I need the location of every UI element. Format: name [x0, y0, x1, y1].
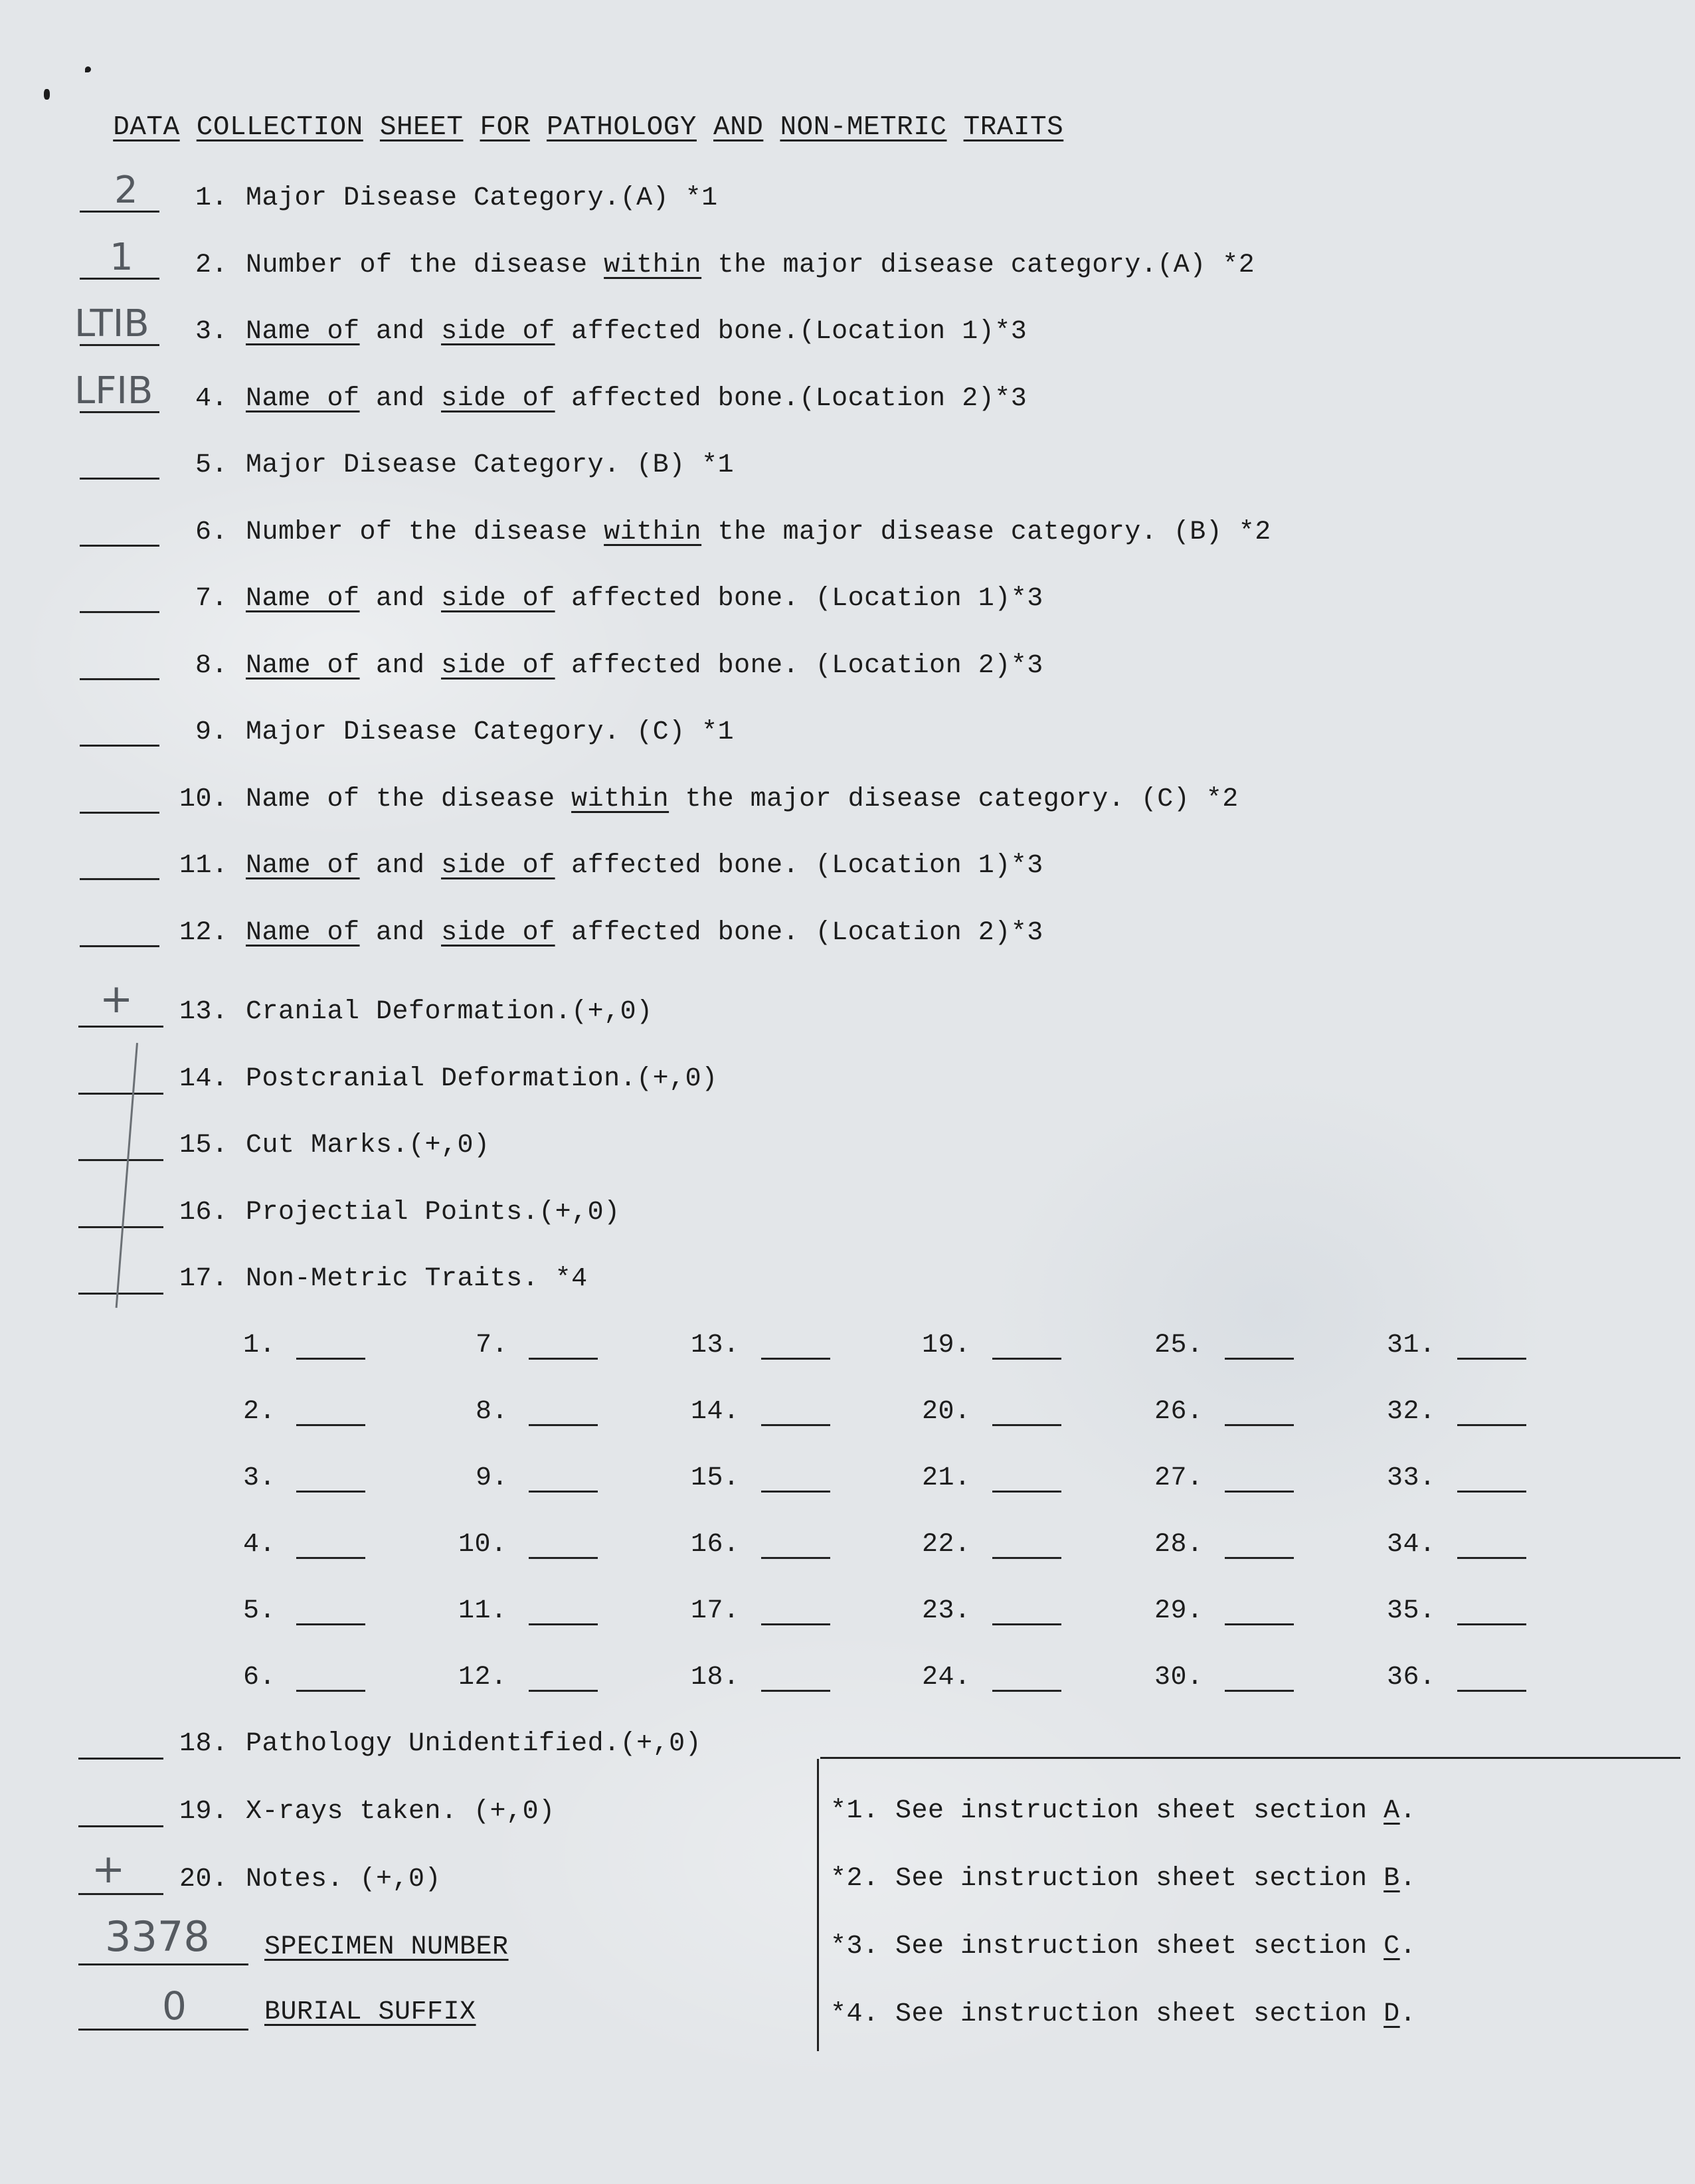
answer-blank[interactable]	[80, 545, 159, 547]
underlined-term: Name of	[246, 851, 360, 881]
stray-mark	[85, 66, 91, 72]
trait-number: 17.	[691, 1596, 740, 1626]
trait-number: 3.	[243, 1463, 276, 1493]
burial-suffix-label: BURIAL SUFFIX	[264, 1997, 476, 2027]
trait-number: 22.	[922, 1530, 971, 1560]
label-text: and	[359, 317, 442, 347]
trait-answer-blank[interactable]	[529, 1557, 598, 1559]
trait-number: 27.	[1154, 1463, 1204, 1493]
item-label	[246, 717, 734, 749]
trait-answer-blank[interactable]	[1457, 1557, 1526, 1559]
title-word: FOR	[480, 112, 530, 143]
label-text: Number of the disease	[246, 250, 604, 280]
trait-number: 31.	[1387, 1330, 1436, 1360]
specimen-number-label: SPECIMEN NUMBER	[264, 1932, 509, 1962]
underlined-term: side of	[441, 917, 555, 948]
item-label	[246, 183, 718, 215]
answer-blank[interactable]	[80, 878, 159, 880]
trait-answer-blank[interactable]	[761, 1491, 830, 1493]
trait-answer-blank[interactable]	[761, 1358, 830, 1360]
item-label	[246, 650, 1043, 682]
trait-number: 15.	[691, 1463, 740, 1493]
footnote-suffix: .	[1399, 1796, 1417, 1826]
answer-blank[interactable]	[78, 1293, 163, 1295]
label-text: affected bone.(Location 1)*3	[555, 317, 1027, 347]
burial-suffix-blank[interactable]	[78, 2029, 248, 2031]
item-number: 12.	[179, 917, 228, 948]
label-text: affected bone.(Location 2)*3	[555, 383, 1027, 414]
answer-blank[interactable]	[78, 1093, 163, 1095]
answer-blank[interactable]	[78, 1893, 163, 1895]
trait-answer-blank[interactable]	[1225, 1690, 1294, 1692]
trait-answer-blank[interactable]	[296, 1491, 365, 1493]
underlined-term: within	[604, 517, 702, 547]
underlined-term: within	[604, 250, 702, 280]
stray-mark	[44, 89, 50, 100]
item-label	[246, 250, 1255, 282]
title-word: NON-METRIC	[780, 112, 947, 143]
trait-answer-blank[interactable]	[761, 1623, 830, 1625]
trait-answer-blank[interactable]	[529, 1491, 598, 1493]
title-word: COLLECTION	[196, 112, 363, 143]
item-number: 19.	[179, 1797, 228, 1827]
trait-answer-blank[interactable]	[992, 1491, 1061, 1493]
underlined-term: side of	[441, 317, 555, 347]
trait-number: 24.	[922, 1663, 971, 1692]
trait-answer-blank[interactable]	[1457, 1690, 1526, 1692]
item-number: 2.	[195, 250, 228, 280]
title-word: DATA	[113, 112, 180, 143]
trait-number: 8.	[476, 1397, 509, 1427]
label-text: and	[359, 584, 442, 614]
underlined-term: side of	[441, 650, 555, 681]
answer-blank[interactable]	[78, 1159, 163, 1161]
trait-answer-blank[interactable]	[1457, 1491, 1526, 1493]
footnote	[830, 1931, 1416, 1963]
item-number: 15.	[179, 1131, 228, 1160]
trait-answer-blank[interactable]	[1225, 1424, 1294, 1426]
item-number: 18.	[179, 1729, 228, 1759]
trait-answer-blank[interactable]	[529, 1424, 598, 1426]
trait-number: 13.	[691, 1330, 740, 1360]
label-text: and	[359, 917, 442, 948]
label-text: affected bone. (Location 1)*3	[555, 851, 1043, 881]
trait-answer-blank[interactable]	[296, 1690, 365, 1692]
item-label	[246, 450, 734, 482]
trait-number: 7.	[476, 1330, 509, 1360]
trait-number: 29.	[1154, 1596, 1204, 1626]
answer-blank[interactable]	[78, 1825, 163, 1827]
label-text: Major Disease Category.(A) *1	[246, 183, 718, 213]
underlined-term: Name of	[246, 317, 360, 347]
trait-answer-blank[interactable]	[1225, 1358, 1294, 1360]
label-text: the major disease category. (C) *2	[669, 784, 1239, 814]
answer-blank[interactable]	[78, 1026, 163, 1028]
underlined-term: side of	[441, 584, 555, 614]
item-label	[246, 784, 1239, 816]
trait-answer-blank[interactable]	[296, 1557, 365, 1559]
trait-number: 25.	[1154, 1330, 1204, 1360]
trait-number: 32.	[1387, 1397, 1436, 1427]
trait-answer-blank[interactable]	[1457, 1623, 1526, 1625]
item-number: 6.	[195, 517, 228, 547]
handwritten-answer: +	[100, 976, 134, 1022]
trait-answer-blank[interactable]	[1457, 1424, 1526, 1426]
item-number: 3.	[195, 317, 228, 347]
item-label: Pathology Unidentified.(+,0)	[246, 1729, 702, 1759]
answer-blank[interactable]	[80, 812, 159, 814]
item-number: 9.	[195, 717, 228, 747]
trait-answer-blank[interactable]	[992, 1358, 1061, 1360]
trait-number: 35.	[1387, 1596, 1436, 1626]
item-number: 10.	[179, 784, 228, 814]
footnote-text: *2. See instruction sheet section	[830, 1864, 1384, 1894]
item-label: Notes. (+,0)	[246, 1865, 442, 1894]
title-word: SHEET	[379, 112, 464, 143]
label-text: Major Disease Category. (B) *1	[246, 450, 735, 480]
trait-answer-blank[interactable]	[761, 1690, 830, 1692]
title-word: PATHOLOGY	[546, 112, 697, 143]
item-label: Projectial Points.(+,0)	[246, 1197, 620, 1228]
footnote	[830, 1999, 1416, 2031]
trait-number: 20.	[922, 1397, 971, 1427]
label-text: Major Disease Category. (C) *1	[246, 717, 735, 747]
title-word: TRAITS	[963, 112, 1064, 143]
trait-number: 33.	[1387, 1463, 1436, 1493]
footnote-section: B	[1383, 1864, 1400, 1894]
trait-answer-blank[interactable]	[992, 1557, 1061, 1559]
title-word: AND	[713, 112, 764, 143]
item-label	[246, 383, 1027, 415]
footnote-section: D	[1383, 1999, 1400, 2029]
underlined-term: side of	[441, 383, 555, 414]
trait-answer-blank[interactable]	[761, 1557, 830, 1559]
label-text: and	[359, 383, 442, 414]
trait-number: 6.	[243, 1663, 276, 1692]
item-number: 11.	[179, 851, 228, 881]
footnote-section: C	[1383, 1932, 1400, 1961]
answer-blank[interactable]	[80, 478, 159, 480]
footnote	[830, 1795, 1416, 1827]
underlined-term: Name of	[246, 584, 360, 614]
item-number: 7.	[195, 584, 228, 614]
item-label: Cut Marks.(+,0)	[246, 1131, 490, 1160]
answer-blank[interactable]	[80, 678, 159, 680]
label-text: the major disease category. (B) *2	[701, 517, 1271, 547]
item-label	[246, 517, 1271, 549]
footnote-text: *4. See instruction sheet section	[830, 1999, 1384, 2029]
trait-answer-blank[interactable]	[296, 1623, 365, 1625]
specimen-number-blank[interactable]	[78, 1963, 248, 1965]
item-label: Cranial Deformation.(+,0)	[246, 997, 653, 1027]
footnote-box-top-border	[820, 1757, 1680, 1759]
trait-answer-blank[interactable]	[296, 1358, 365, 1360]
trait-number: 9.	[476, 1463, 509, 1493]
handwritten-answer: 2	[114, 169, 138, 212]
footnote-suffix: .	[1399, 1999, 1417, 2029]
underlined-term: Name of	[246, 650, 360, 681]
label-text: and	[359, 851, 442, 881]
specimen-number-value: 3378	[105, 1912, 210, 1961]
footnote-section: A	[1383, 1796, 1400, 1826]
trait-answer-blank[interactable]	[1457, 1358, 1526, 1360]
trait-answer-blank[interactable]	[992, 1424, 1061, 1426]
answer-blank[interactable]	[80, 945, 159, 947]
item-number: 14.	[179, 1063, 228, 1094]
handwritten-answer: LTIB	[74, 302, 149, 345]
underlined-term: Name of	[246, 917, 360, 948]
trait-answer-blank[interactable]	[529, 1623, 598, 1625]
trait-number: 30.	[1154, 1663, 1204, 1692]
trait-answer-blank[interactable]	[529, 1690, 598, 1692]
trait-answer-blank[interactable]	[296, 1424, 365, 1426]
trait-answer-blank[interactable]	[1225, 1557, 1294, 1559]
trait-number: 34.	[1387, 1530, 1436, 1560]
label-text: the major disease category.(A) *2	[701, 250, 1255, 280]
footnote	[830, 1863, 1416, 1895]
underlined-term: Name of	[246, 383, 360, 414]
item-label: Non-Metric Traits. *4	[246, 1264, 588, 1294]
trait-number: 14.	[691, 1397, 740, 1427]
trait-number: 1.	[243, 1330, 276, 1360]
trait-number: 10.	[458, 1530, 507, 1560]
trait-number: 36.	[1387, 1663, 1436, 1692]
trait-answer-blank[interactable]	[1225, 1623, 1294, 1625]
item-number: 5.	[195, 450, 228, 480]
trait-number: 5.	[243, 1596, 276, 1626]
item-label	[246, 583, 1043, 615]
answer-blank[interactable]	[80, 745, 159, 747]
item-number: 1.	[195, 183, 228, 213]
trait-answer-blank[interactable]	[992, 1623, 1061, 1625]
trait-number: 21.	[922, 1463, 971, 1493]
trait-number: 4.	[243, 1530, 276, 1560]
label-text: affected bone. (Location 2)*3	[555, 650, 1043, 681]
label-text: affected bone. (Location 2)*3	[555, 917, 1043, 948]
trait-number: 18.	[691, 1663, 740, 1692]
footnote-suffix: .	[1399, 1864, 1417, 1894]
label-text: and	[359, 650, 442, 681]
trait-number: 19.	[922, 1330, 971, 1360]
footnote-suffix: .	[1399, 1932, 1417, 1961]
item-number: 20.	[179, 1865, 228, 1894]
trait-answer-blank[interactable]	[529, 1358, 598, 1360]
answer-blank[interactable]	[80, 611, 159, 613]
trait-number: 26.	[1154, 1397, 1204, 1427]
item-label	[246, 917, 1043, 949]
item-label: Postcranial Deformation.(+,0)	[246, 1063, 718, 1094]
label-text: Name of the disease	[246, 784, 572, 814]
trait-number: 23.	[922, 1596, 971, 1626]
underlined-term: within	[571, 784, 669, 814]
item-number: 4.	[195, 383, 228, 414]
underlined-term: side of	[441, 851, 555, 881]
trait-answer-blank[interactable]	[992, 1690, 1061, 1692]
page-title	[80, 80, 1063, 143]
pencil-vertical-stroke	[116, 1043, 138, 1308]
item-number: 17.	[179, 1264, 228, 1294]
item-number: 8.	[195, 650, 228, 681]
trait-number: 2.	[243, 1397, 276, 1427]
item-number: 13.	[179, 997, 228, 1027]
trait-number: 12.	[458, 1663, 507, 1692]
answer-blank[interactable]	[78, 1226, 163, 1228]
item-label: X-rays taken. (+,0)	[246, 1797, 555, 1827]
item-label	[246, 316, 1027, 348]
label-text: affected bone. (Location 1)*3	[555, 584, 1043, 614]
footnote-text: *3. See instruction sheet section	[830, 1932, 1384, 1961]
handwritten-answer: 1	[110, 235, 134, 279]
trait-number: 11.	[458, 1596, 507, 1626]
handwritten-answer: +	[92, 1846, 126, 1892]
footnote-box-left-border	[817, 1759, 819, 2051]
item-number: 16.	[179, 1197, 228, 1228]
trait-number: 16.	[691, 1530, 740, 1560]
trait-number: 28.	[1154, 1530, 1204, 1560]
trait-answer-blank[interactable]	[1225, 1491, 1294, 1493]
trait-answer-blank[interactable]	[761, 1424, 830, 1426]
answer-blank[interactable]	[78, 1758, 163, 1760]
burial-suffix-value: 0	[162, 1983, 187, 2029]
footnote-text: *1. See instruction sheet section	[830, 1796, 1384, 1826]
item-label	[246, 850, 1043, 882]
label-text: Number of the disease	[246, 517, 604, 547]
handwritten-answer: LFIB	[74, 369, 153, 412]
